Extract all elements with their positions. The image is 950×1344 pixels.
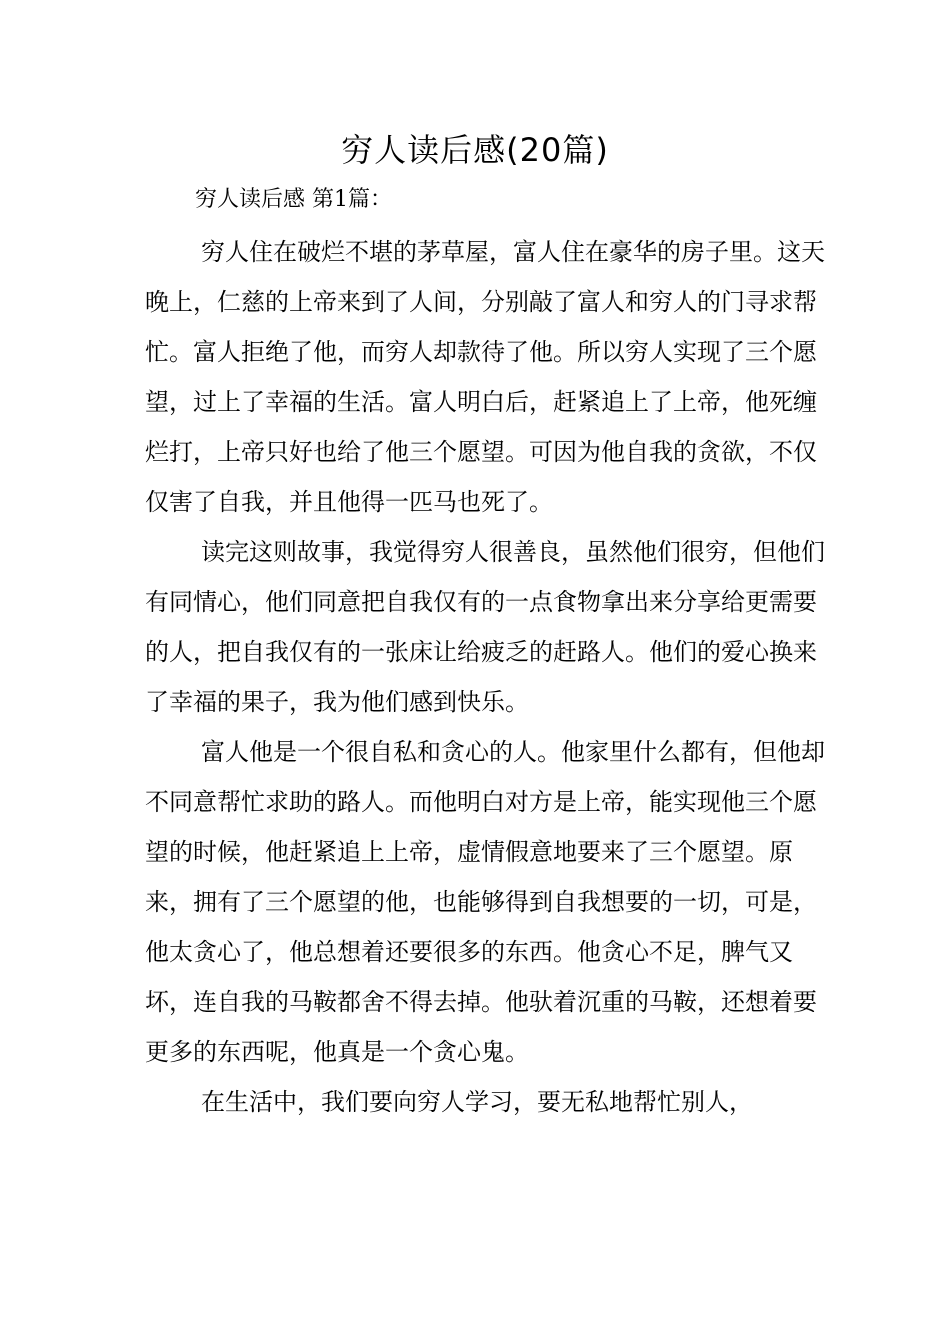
- document-title: 穷人读后感(20篇): [341, 131, 609, 169]
- paragraph-1: 穷人住在破烂不堪的茅草屋，富人住在豪华的房子里。这天晚上，仁慈的上帝来到了人间，分别敲了富人和穷人的门寻求帮忙。富人拒绝了他，而穷人却款待了他。所以穷人实现了三个愿望，过上了幸福的生活。富人明白后，赶紧追上了上帝，他死缠烂打，上帝只好也给了他三个愿望。可因为他自我的贪欲，不仅仅害了自我，并且他得一匹马也死了。: [145, 238, 825, 516]
- section-heading: 穷人读后感 第1篇：: [195, 187, 392, 212]
- paragraph-4: 在生活中，我们要向穷人学习，要无私地帮忙别人，: [201, 1088, 753, 1116]
- paragraph-2: 读完这则故事，我觉得穷人很善良，虽然他们很穷，但他们有同情心，他们同意把自我仅有的一点食物拿出来分享给更需要的人，把自我仅有的一张床让给疲乏的赶路人。他们的爱心换来了幸福的果子，我为他们感到快乐。: [145, 538, 825, 716]
- document-body: [145, 227, 825, 1127]
- paragraph-3: 富人他是一个很自私和贪心的人。他家里什么都有，但他却不同意帮忙求助的路人。而他明白对方是上帝，能实现他三个愿望的时候，他赶紧追上上帝，虚情假意地要来了三个愿望。原来，拥有了三个愿望的他，也能够得到自我想要的一切，可是，他太贪心了，他总想着还要很多的东西。他贪心不足，脾气又坏，连自我的马鞍都舍不得去掉。他驮着沉重的马鞍，还想着要更多的东西呢，他真是一个贪心鬼。: [145, 738, 825, 1066]
